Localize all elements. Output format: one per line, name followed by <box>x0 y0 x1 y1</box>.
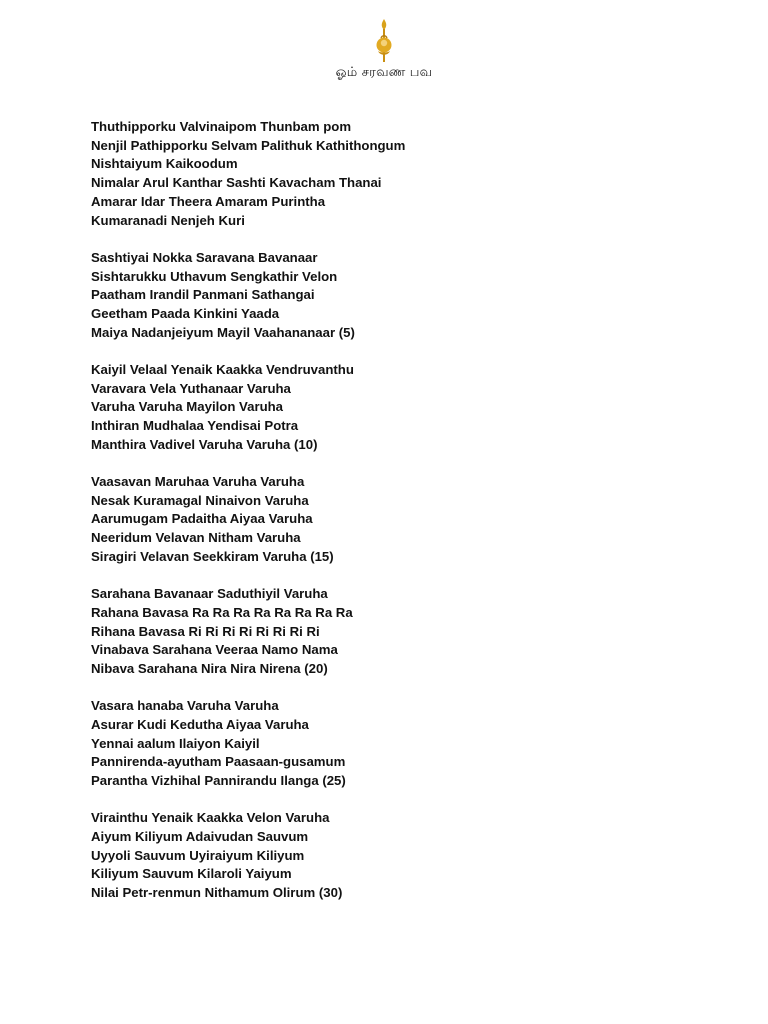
verse-line: Yennai aalum Ilaiyon Kaiyil <box>91 735 260 751</box>
verse-line: Vinabava Sarahana Veeraa Namo Nama <box>91 642 338 658</box>
verse-line: Paatham Irandil Panmani Sathangai <box>91 287 315 303</box>
verse-line: Varuha Varuha Mayilon Varuha <box>91 399 284 415</box>
verse-line: Kaiyil Velaal Yenaik Kaakka Vendruvanthu <box>91 361 354 377</box>
kavacham-verses <box>91 118 711 921</box>
verse-line: Aiyum Kiliyum Adaivudan Sauvum <box>91 829 309 845</box>
verse-line: Nenjil Pathipporku Selvam Palithuk Kathithongum <box>91 137 406 153</box>
verse-line: Pannirenda-ayutham Paasaan-gusamum <box>91 754 346 770</box>
stanza <box>91 118 711 230</box>
verse-line: Nesak Kuramagal Ninaivon Varuha <box>91 492 309 508</box>
stanza <box>91 585 711 679</box>
verse-line: Sishtarukku Uthavum Sengkathir Velon <box>91 268 338 284</box>
verse-line: Uyyoli Sauvum Uyiraiyum Kiliyum <box>91 847 305 863</box>
verse-line: Vasara hanaba Varuha Varuha <box>91 698 279 714</box>
verse-line: Nibava Sarahana Nira Nira Nirena (20) <box>91 660 328 676</box>
stanza <box>91 249 711 343</box>
vel-om-icon <box>371 18 397 64</box>
verse-line: Siragiri Velavan Seekkiram Varuha (15) <box>91 548 334 564</box>
verse-line: Maiya Nadanjeiyum Mayil Vaahananaar (5) <box>91 324 355 340</box>
verse-line: Asurar Kudi Kedutha Aiyaa Varuha <box>91 716 309 732</box>
stanza <box>91 361 711 455</box>
verse-line: Virainthu Yenaik Kaakka Velon Varuha <box>91 810 330 826</box>
verse-line: Inthiran Mudhalaa Yendisai Potra <box>91 418 299 434</box>
verse-line: Rahana Bavasa Ra Ra Ra Ra Ra Ra Ra Ra <box>91 604 353 620</box>
verse-line: Thuthipporku Valvinaipom Thunbam pom <box>91 119 352 134</box>
verse-line: Varavara Vela Yuthanaar Varuha <box>91 380 291 396</box>
header-title: ஓம் சரவண பவ <box>335 65 433 80</box>
verse-line: Nilai Petr-renmun Nithamum Olirum (30) <box>91 885 343 901</box>
verse-line: Kumaranadi Nenjeh Kuri <box>91 212 245 228</box>
verse-line: Rihana Bavasa Ri Ri Ri Ri Ri Ri Ri Ri <box>91 623 320 639</box>
verse-line: Vaasavan Maruhaa Varuha Varuha <box>91 474 305 490</box>
verse-line: Neeridum Velavan Nitham Varuha <box>91 530 301 546</box>
verse-line: Parantha Vizhihal Pannirandu Ilanga (25) <box>91 773 346 789</box>
stanza <box>91 809 711 903</box>
verse-line: Manthira Vadivel Varuha Varuha (10) <box>91 436 318 452</box>
verse-line: Sashtiyai Nokka Saravana Bavanaar <box>91 249 318 265</box>
verse-line: Sarahana Bavanaar Saduthiyil Varuha <box>91 586 328 602</box>
verse-line: Nishtaiyum Kaikoodum <box>91 156 238 172</box>
verse-line: Kiliyum Sauvum Kilaroli Yaiyum <box>91 866 292 882</box>
verse-line: Geetham Paada Kinkini Yaada <box>91 305 280 321</box>
verse-line: Nimalar Arul Kanthar Sashti Kavacham Thanai <box>91 175 382 191</box>
page-header <box>0 18 768 81</box>
stanza <box>91 697 711 791</box>
stanza <box>91 473 711 567</box>
verse-line: Aarumugam Padaitha Aiyaa Varuha <box>91 511 313 527</box>
verse-line: Amarar Idar Theera Amaram Purintha <box>91 193 326 209</box>
